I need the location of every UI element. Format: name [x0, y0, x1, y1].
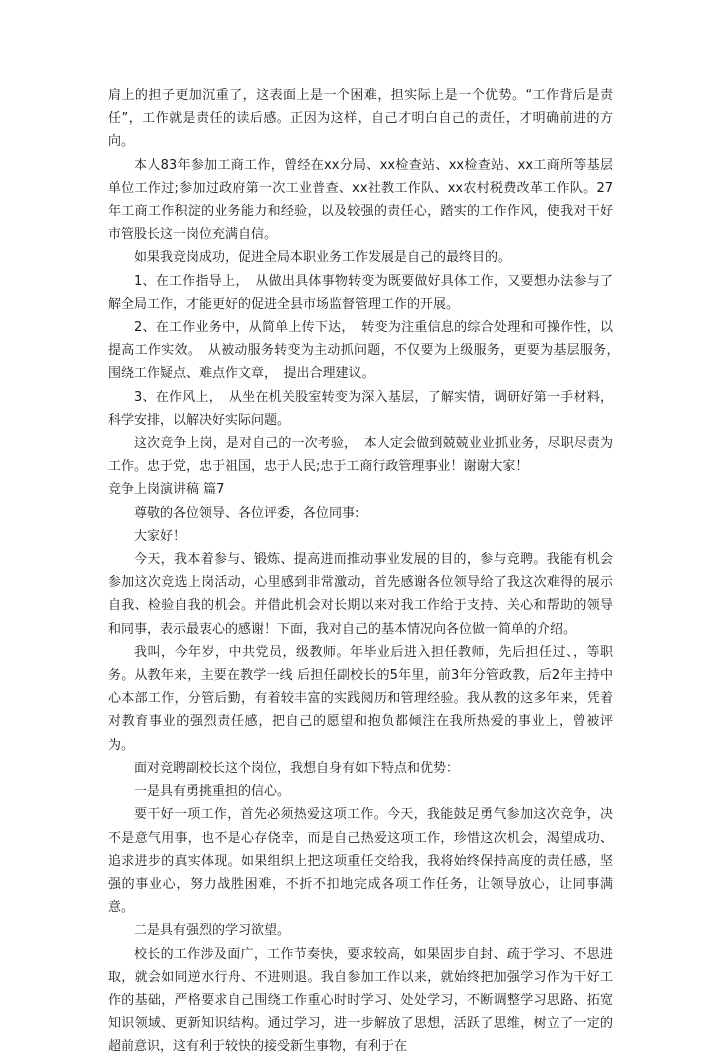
- subheading: 一是具有勇挑重担的信心。: [134, 784, 291, 800]
- paragraph: 我叫，今年岁，中共党员，级教师。年毕业后进入担任教师，先后担任过、，等职务。从教年来，主要在教学一线 后担任副校长的5年里，前3年分管政教，后2年主持中心本部工作，分管后勤，有着较丰富的实践阅历和管理经验。我从教的这多年来，凭着对教育事业的强烈责任感，把自己的愿望和抱负都倾注在我所热爱的事业上，曾被评为。: [108, 644, 613, 753]
- document-page: [108, 84, 627, 1059]
- subheading: 二是具有强烈的学习欲望。: [134, 923, 291, 939]
- paragraph: 要干好一项工作，首先必须热爱这项工作。今天，我能鼓足勇气参加这次竞争，决不是意气用事，也不是心存侥幸，而是自己热爱这项工作，珍惜这次机会，渴望成功、追求进步的真实体现。如果组织上把这项重任交给我，我将始终保持高度的责任感，坚强的事业心，努力战胜困难，不折不扣地完成各项工作任务，让领导放心，让同事满意。: [108, 807, 613, 916]
- paragraph: 今天，我本着参与、锻炼、提高进而推动事业发展的目的，参与竞聘。我能有机会参加这次竞选上岗活动，心里感到非常激动，首先感谢各位领导给了我这次难得的展示自我、检验自我的机会。并借此机会对长期以来对我工作给于支持、关心和帮助的领导和同事，表示最衷心的感谢！下面，我对自己的基本情况向各位做一简单的介绍。: [108, 552, 613, 637]
- paragraph: 校长的工作涉及面广，工作节奏快，要求较高，如果固步自封、疏于学习、不思进取，就会如同逆水行舟、不进则退。我自参加工作以来，就始终把加强学习作为干好工作的基础，严格要求自己围绕工作重心时时学习、处处学习，不断调整学习思路、拓宽知识领域、更新知识结构。通过学习，进一步解放了思想，活跃了思维，树立了一定的超前意识，这有利于较快的接受新生事物，有利于在: [108, 946, 613, 1055]
- paragraph: 1、在工作指导上， 从做出具体事物转变为既要做好具体工作，又要想办法参与了解全局工作，才能更好的促进全县市场监督管理工作的开展。: [108, 273, 613, 312]
- paragraph: 本人83年参加工商工作，曾经在xx分局、xx检查站、xx检查站、xx工商所等基层单位工作过;参加过政府第一次工业普查、xx社教工作队、xx农村税费改革工作队。27年工商工作积淀的业务能力和经验，以及较强的责任心，踏实的工作作风，使我对干好市管股长这一岗位充满自信。: [108, 157, 613, 243]
- paragraph: 如果我竞岗成功，促进全局本职业务工作发展是自己的最终目的。: [134, 250, 512, 266]
- section-heading: 竞争上岗演讲稿 篇7: [108, 482, 225, 498]
- paragraph: 3、在作风上， 从坐在机关股室转变为深入基层，了解实情，调研好第一手材料，科学安排，以解决好实际问题。: [108, 389, 613, 428]
- salutation: 尊敬的各位领导、各位评委，各位同事:: [134, 505, 360, 521]
- paragraph: 肩上的担子更加沉重了，这表面上是一个困难，担实际上是一个优势。“工作背后是责任”，工作就是责任的读后感。正因为这样，自己才明白自己的责任，才明确前进的方向。: [108, 88, 613, 150]
- paragraph: 2、在工作业务中，从简单上传下达， 转变为注重信息的综合处理和可操作性，以提高工作实效。 从被动服务转变为主动抓问题，不仅要为上级服务，更要为基层服务， 围绕工作疑点、难点作文章， 提出合理建议。: [108, 320, 627, 382]
- greeting: 大家好！: [134, 528, 187, 544]
- paragraph: 面对竞聘副校长这个岗位，我想自身有如下特点和优势：: [134, 760, 460, 776]
- paragraph: 这次竞争上岗，是对自己的一次考验， 本人定会做到兢兢业业抓业务，尽职尽责为工作。忠于党，忠于祖国，忠于人民;忠于工商行政管理事业！谢谢大家！: [108, 436, 613, 475]
